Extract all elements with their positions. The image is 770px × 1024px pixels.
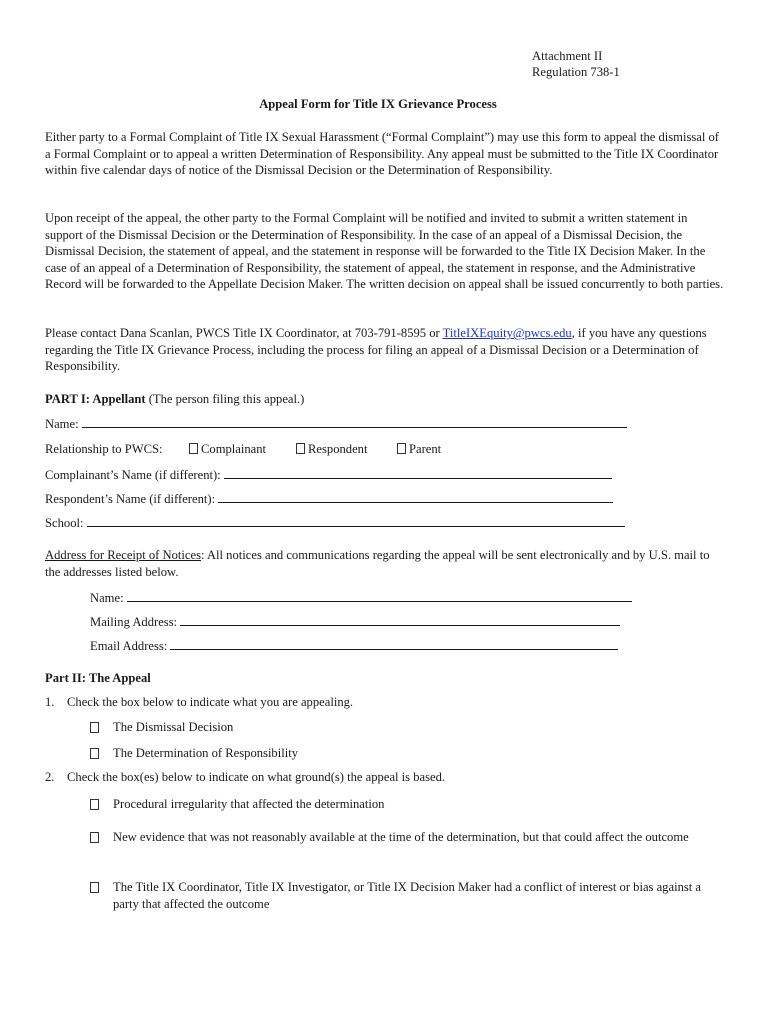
email-address-label: Email Address: — [90, 639, 168, 653]
determination-checkbox[interactable] — [90, 748, 99, 759]
option-parent[interactable] — [397, 441, 441, 458]
parent-checkbox[interactable] — [397, 443, 406, 454]
relationship-label: Relationship to PWCS: — [45, 442, 163, 456]
intro-paragraph-2: Upon receipt of the appeal, the other party to the Formal Complaint will be notified and invited to submit a written statement in support of the Dismissal Decision or the Determination of Responsibility. In the case of an appeal of a Dismissal Decision, the Dismissal Decision, the statement of appeal, and the statement in response will be forwarded to the Title IX Decision Maker. In the case of an appeal of a Determination of Responsibility, the statement of appeal, the statement in response, and the Administrative Record will be forwarded to the Appellate Decision Maker. The written decision on appeal shall be issued concurrently to both parties. — [45, 211, 724, 292]
contact-paragraph — [45, 325, 725, 375]
question-2 — [45, 769, 446, 786]
notice-name-field[interactable] — [127, 589, 632, 602]
question-2-text: Check the box(es) below to indicate on what ground(s) the appeal is based. — [67, 770, 446, 784]
email-address-row — [90, 637, 618, 655]
document-header — [532, 48, 620, 80]
part2-heading-row — [45, 670, 151, 687]
contact-text-after: , if you have any questions regarding the Title IX Grievance Process, including the process for filing an appeal of a Dismissal Decision or a Determination of Responsibility. — [45, 326, 707, 374]
dismissal-checkbox[interactable] — [90, 722, 99, 733]
appellant-name-field[interactable] — [82, 415, 627, 428]
part2-heading: Part II: The Appeal — [45, 671, 151, 685]
notice-name-row — [90, 589, 632, 607]
respondent-label: Respondent — [308, 442, 368, 456]
respondent-checkbox[interactable] — [296, 443, 305, 454]
email-address-field[interactable] — [170, 637, 618, 650]
procedural-label: Procedural irregularity that affected the determination — [113, 797, 385, 811]
school-label: School: — [45, 516, 84, 530]
respondent-name-label: Respondent’s Name (if different): — [45, 492, 216, 506]
procedural-checkbox[interactable] — [90, 799, 99, 810]
attachment-label: Attachment II — [532, 49, 603, 63]
complainant-checkbox[interactable] — [189, 443, 198, 454]
mailing-address-label: Mailing Address: — [90, 615, 178, 629]
part1-note: (The person filing this appeal.) — [145, 392, 305, 406]
part1-heading-row — [45, 391, 304, 408]
intro-paragraph-1: Either party to a Formal Complaint of Title IX Sexual Harassment (“Formal Complaint”) may use this form to appeal the dismissal of a Formal Complaint or to appeal a written Determination of Responsibility. Any appeal must be submitted to the Title IX Coordinator within five calendar days of notice of the Dismissal Decision or the Determination of Responsibility. — [45, 130, 719, 178]
mailing-address-field[interactable] — [180, 613, 620, 626]
complainant-name-field[interactable] — [224, 466, 612, 479]
school-row — [45, 514, 625, 532]
complainant-name-label: Complainant’s Name (if different): — [45, 468, 221, 482]
form-title: Appeal Form for Title IX Grievance Process — [259, 97, 497, 111]
complainant-label: Complainant — [201, 442, 267, 456]
email-link[interactable]: TitleIXEquity@pwcs.edu — [442, 326, 572, 340]
option-respondent[interactable] — [296, 441, 367, 458]
question-1 — [45, 694, 354, 711]
question-1-text: Check the box below to indicate what you are appealing. — [67, 695, 354, 709]
address-text: : All notices and communications regarding the appeal will be sent electronically and by U.S. mail to the addresses listed below. — [45, 548, 710, 579]
new-evidence-label: New evidence that was not reasonably available at the time of the determination, but that could affect the outcome — [113, 830, 689, 844]
question-1-number: 1. — [45, 695, 55, 709]
appellant-name-row — [45, 415, 627, 433]
appellant-name-label: Name: — [45, 417, 79, 431]
dismissal-label: The Dismissal Decision — [113, 720, 234, 734]
contact-text-before: Please contact Dana Scanlan, PWCS Title IX Coordinator, at 703-791-8595 or — [45, 326, 443, 340]
parent-label: Parent — [409, 442, 442, 456]
new-evidence-checkbox[interactable] — [90, 832, 99, 843]
address-paragraph — [45, 547, 725, 580]
conflict-label: The Title IX Coordinator, Title IX Investigator, or Title IX Decision Maker had a conflict of interest or bias against a party that affected the outcome — [113, 880, 701, 911]
determination-label: The Determination of Responsibility — [113, 746, 299, 760]
conflict-checkbox[interactable] — [90, 882, 99, 893]
relationship-row — [45, 441, 163, 458]
respondent-name-field[interactable] — [218, 490, 613, 503]
notice-name-label: Name: — [90, 591, 124, 605]
regulation-label: Regulation 738-1 — [532, 65, 620, 79]
address-heading: Address for Receipt of Notices — [45, 548, 201, 562]
part1-heading: PART I: Appellant — [45, 392, 146, 406]
complainant-name-row — [45, 466, 612, 484]
mailing-address-row — [90, 613, 620, 631]
school-field[interactable] — [87, 514, 625, 527]
respondent-name-row — [45, 490, 613, 508]
question-2-number: 2. — [45, 770, 55, 784]
option-complainant[interactable] — [189, 441, 266, 458]
